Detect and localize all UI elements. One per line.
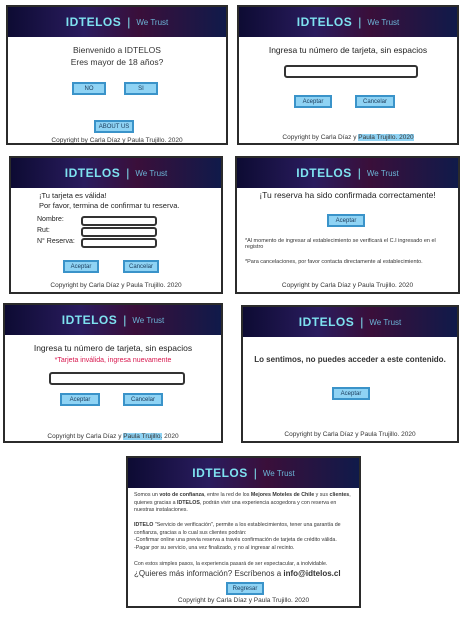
no-button[interactable]: NO [72, 82, 106, 95]
confirmed-title: ¡Tu reserva ha sido confirmada correctamente! [259, 190, 436, 200]
name-label: Nombre: [37, 216, 64, 223]
id-verification-note: *Al momento de ingresar al establecimiento se verificará el C.I ingresado en el registro [245, 238, 436, 250]
header-bar [5, 305, 221, 335]
brand-logo: IDTELOS [65, 15, 122, 29]
copyright: Copyright by Carla Díaz y Paula Trujillo. 2020 [50, 282, 182, 289]
accept-button[interactable]: Aceptar [332, 387, 370, 400]
about-us-screen [126, 456, 361, 608]
tagline: We Trust [367, 17, 400, 27]
copyright: Copyright by Carla Díaz y Paula Trujillo. 2020 [177, 597, 310, 604]
header-bar [8, 7, 226, 37]
welcome-line1: Bienvenido a IDTELOS [73, 45, 161, 55]
accept-button[interactable]: Aceptar [327, 214, 365, 227]
about-service-paragraph: IDTELO "Servicio de verificación", permite a los establecimientos, tener una garantía de confianza, gracias a lo cual sus clientes podrán: -Confirmar online una previa reserva a través confirmación de tarjeta de crédito válida. -Pagar por su servicio, una vez finalizado, y no al ingresar al recinto. [134, 522, 341, 551]
copyright: Copyright by Carla Díaz y Paula Trujillo. 2020 [282, 134, 414, 141]
card-entry-title: Ingresa tu número de tarjeta, sin espacios [33, 343, 193, 353]
cancel-button[interactable]: Cancelar [355, 95, 395, 108]
header-divider: | [123, 313, 127, 327]
copyright: Copyright by Carla Díaz y Paula Trujillo. 2020 [51, 137, 183, 144]
header-bar [243, 307, 457, 337]
tagline: We Trust [262, 468, 295, 478]
back-button[interactable]: Regresar [226, 582, 264, 595]
tagline: We Trust [136, 17, 169, 27]
about-us-button[interactable]: ABOUT US [94, 120, 134, 133]
tagline: We Trust [135, 168, 168, 178]
contact-email[interactable]: info@idtelos.cl [283, 569, 341, 578]
accept-button[interactable]: Aceptar [63, 260, 99, 273]
card-entry-title: Ingresa tu número de tarjeta, sin espacios [268, 45, 428, 55]
header-bar [239, 7, 457, 37]
copyright: Copyright by Carla Díaz y Paula Trujillo. 2020 [284, 431, 416, 438]
brand-logo: IDTELOS [192, 466, 248, 480]
cancellation-note: *Para cancelaciones, por favor contacta directamente al establecimiento. [245, 259, 423, 265]
accept-button[interactable]: Aceptar [60, 393, 100, 406]
brand-logo: IDTELOS [61, 313, 118, 327]
yes-button[interactable]: SI [124, 82, 158, 95]
age-question: Eres mayor de 18 años? [70, 57, 164, 67]
contact-line: ¿Quieres más información? Escríbenos a info@idtelos.cl [134, 569, 341, 578]
tagline: We Trust [366, 168, 399, 178]
header-bar [237, 158, 458, 188]
invalid-card-error: *Tarjeta inválida, ingresa nuevamente [54, 357, 172, 364]
header-divider: | [127, 15, 131, 29]
confirm-instructions: Por favor, termina de confirmar tu reserva. [39, 201, 180, 210]
brand-logo: IDTELOS [296, 166, 352, 180]
access-denied-screen [241, 305, 459, 443]
about-closing-paragraph: Con estos simples pasos, la experiencia pasará de ser espectacular, a inolvidable. [134, 561, 328, 567]
tagline: We Trust [132, 315, 165, 325]
card-entry-screen [237, 5, 459, 145]
name-field[interactable] [81, 216, 157, 226]
card-number-input[interactable] [284, 65, 418, 78]
header-divider: | [126, 166, 130, 180]
card-number-input[interactable] [49, 372, 185, 385]
access-denied-message: Lo sentimos, no puedes acceder a este contenido. [254, 355, 446, 364]
header-bar [11, 158, 221, 188]
card-invalid-screen [3, 303, 223, 443]
card-valid-message: ¡Tu tarjeta es válida! [39, 191, 107, 200]
brand-logo: IDTELOS [296, 15, 353, 29]
brand-logo: IDTELOS [298, 315, 355, 329]
reservation-number-label: N° Reserva: [37, 238, 75, 245]
welcome-screen [6, 5, 228, 145]
reservation-number-field[interactable] [81, 238, 157, 248]
reservation-confirmed-screen [235, 156, 460, 294]
header-divider: | [253, 466, 257, 480]
confirm-reservation-screen [9, 156, 223, 294]
brand-logo: IDTELOS [64, 166, 121, 180]
rut-label: Rut: [37, 227, 50, 234]
header-divider: | [358, 15, 362, 29]
header-divider: | [357, 166, 361, 180]
about-intro-paragraph: Somos un voto de confianza, entre la red de los Mejores Moteles de Chile y sus clientes, quienes gracias a IDTELOS, podrán vivir una experiencia acogedora y con reserva en nuestras instalaciones. [134, 492, 351, 513]
cancel-button[interactable]: Cancelar [123, 393, 163, 406]
copyright: Copyright by Carla Díaz y Paula Trujillo. 2020 [47, 433, 179, 440]
cancel-button[interactable]: Cancelar [123, 260, 159, 273]
copyright: Copyright by Carla Díaz y Paula Trujillo. 2020 [281, 282, 414, 289]
header-divider: | [360, 315, 364, 329]
rut-field[interactable] [81, 227, 157, 237]
header-bar [128, 458, 359, 488]
tagline: We Trust [369, 317, 402, 327]
accept-button[interactable]: Aceptar [294, 95, 332, 108]
